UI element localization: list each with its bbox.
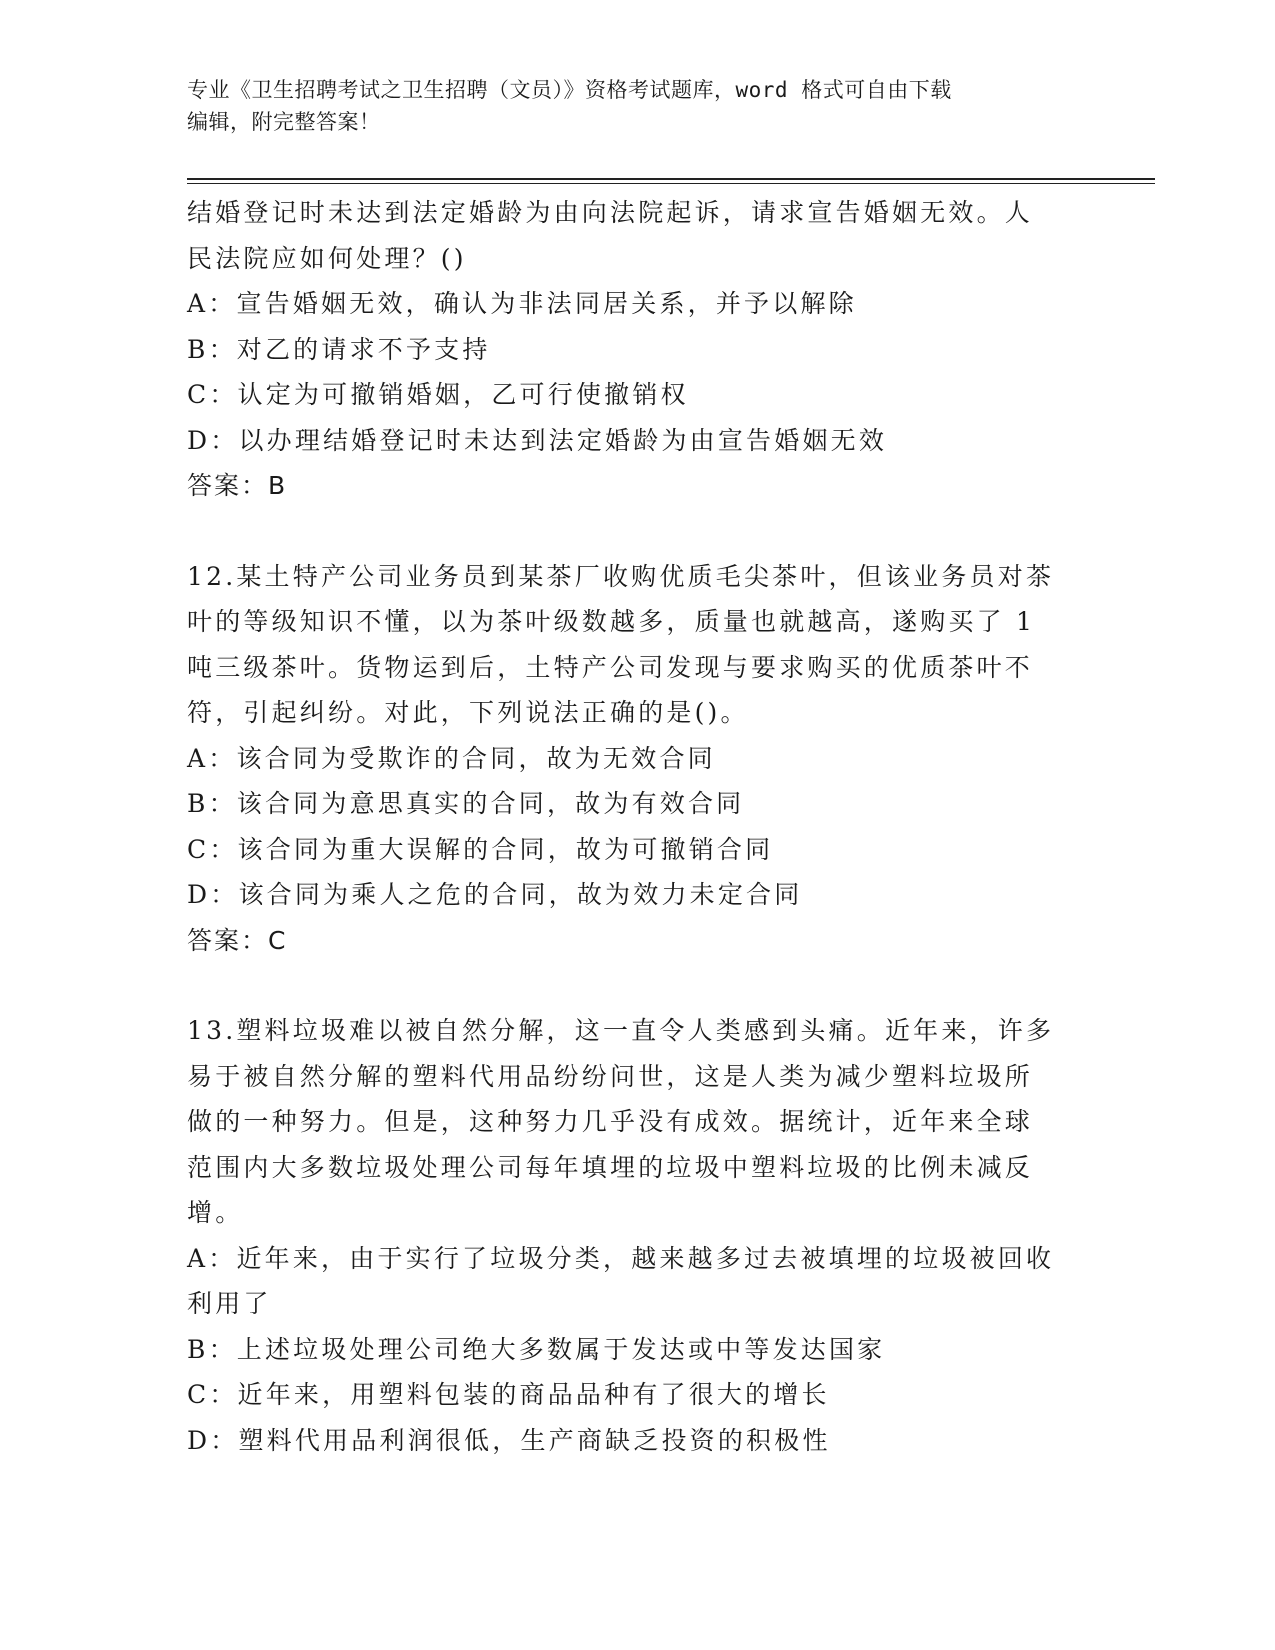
question-13-option-c: C：近年来，用塑料包装的商品品种有了很大的增长 [187,1380,830,1409]
spacer [187,963,1087,1008]
question-12-option-a: A：该合同为受欺诈的合同，故为无效合同 [187,743,716,773]
question-13-stem-line-3: 做的一种努力。但是，这种努力几乎没有成效。据统计，近年来全球 [187,1107,1034,1136]
question-13-option-a-line-2: 利用了 [187,1289,272,1318]
question-11-option-d: D：以办理结婚登记时未达到法定婚龄为由宣告婚姻无效 [187,425,888,455]
question-11-stem-line-1: 结婚登记时未达到法定婚龄为由向法院起诉，请求宣告婚姻无效。人 [187,198,1034,227]
question-11-option-a: A：宣告婚姻无效，确认为非法同居关系，并予以解除 [187,289,857,318]
document-header [187,74,1087,138]
question-12-option-c: C：该合同为重大误解的合同，故为可撤销合同 [187,834,774,864]
question-13-stem-line-5: 增。 [187,1198,244,1227]
question-12-stem-line-1: 12.某土特产公司业务员到某茶厂收购优质毛尖茶叶，但该业务员对茶 [187,561,1055,591]
header-divider [187,178,1155,184]
header-line-2: 编辑，附完整答案！ [187,110,381,134]
question-13-option-d: D：塑料代用品利润很低，生产商缺乏投资的积极性 [187,1425,831,1455]
question-12-answer: 答案：C [187,925,288,955]
question-13 [187,1008,1087,1463]
question-12-stem-line-3: 吨三级茶叶。货物运到后，土特产公司发现与要求购买的优质茶叶不 [187,652,1034,682]
question-13-option-a-line-1: A：近年来，由于实行了垃圾分类，越来越多过去被填埋的垃圾被回收 [187,1243,1055,1273]
question-11-option-c: C：认定为可撤销婚姻，乙可行使撤销权 [187,380,689,409]
question-11 [187,190,1087,509]
question-13-stem-line-4: 范围内大多数垃圾处理公司每年填埋的垃圾中塑料垃圾的比例未减反 [187,1152,1034,1182]
question-11-answer: 答案：B [187,471,288,500]
question-13-stem-line-1: 13.塑料垃圾难以被自然分解，这一直令人类感到头痛。近年来，许多 [187,1016,1055,1045]
question-12 [187,554,1087,964]
header-line-1: 专业《卫生招聘考试之卫生招聘（文员）》资格考试题库，word 格式可自由下载 [187,78,952,102]
question-12-stem-line-4: 符，引起纠纷。对此，下列说法正确的是()。 [187,698,749,727]
question-13-option-b: B：上述垃圾处理公司绝大多数属于发达或中等发达国家 [187,1334,886,1364]
question-11-stem-line-2: 民法院应如何处理？() [187,243,467,273]
question-11-option-b: B：对乙的请求不予支持 [187,334,491,364]
spacer [187,509,1087,554]
question-12-option-b: B：该合同为意思真实的合同，故为有效合同 [187,789,745,818]
question-13-stem-line-2: 易于被自然分解的塑料代用品纷纷问世，这是人类为减少塑料垃圾所 [187,1061,1034,1091]
question-content [187,190,1087,1463]
question-12-stem-line-2: 叶的等级知识不懂，以为茶叶级数越多，质量也就越高，遂购买了 1 [187,607,1036,636]
question-12-option-d: D：该合同为乘人之危的合同，故为效力未定合同 [187,880,803,909]
